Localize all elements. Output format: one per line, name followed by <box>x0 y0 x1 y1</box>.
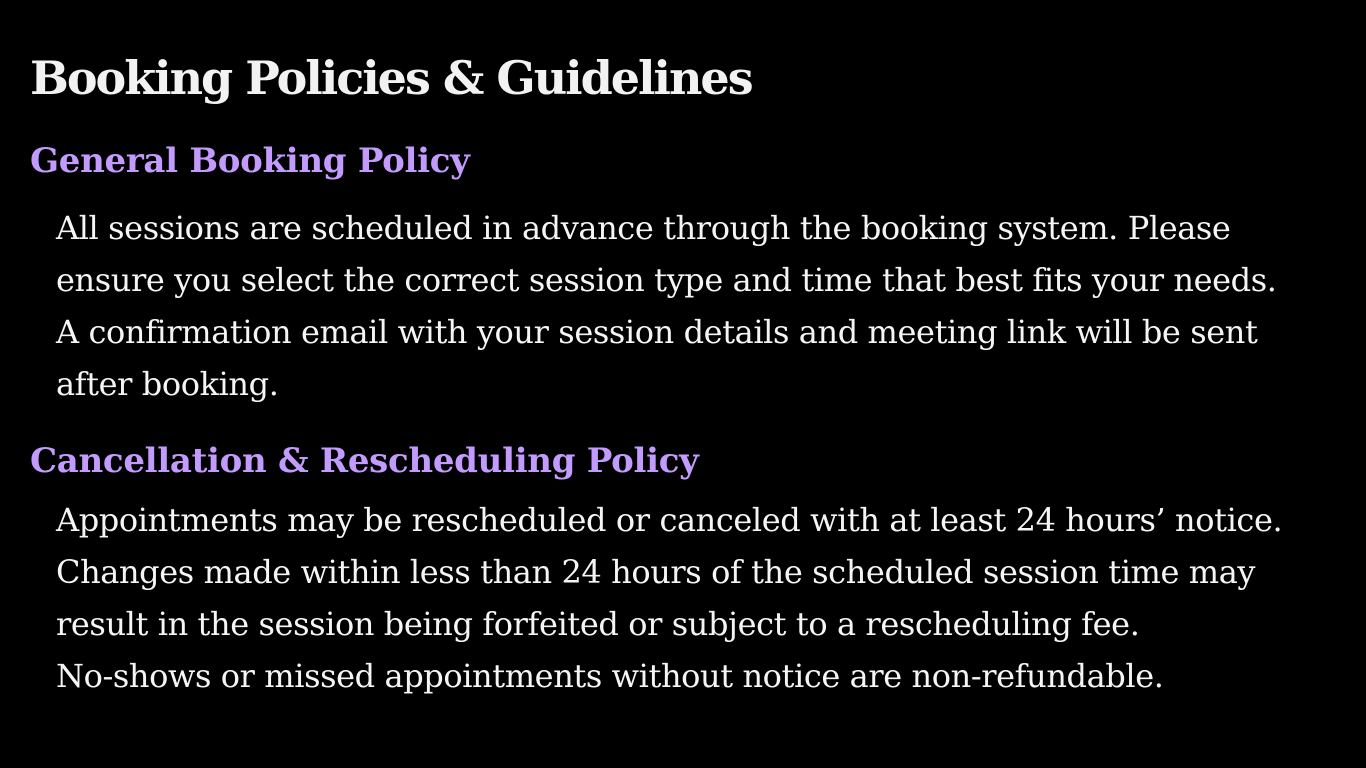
policy-text-line: No-shows or missed appointments without notice are non-refundable. <box>56 657 1164 695</box>
policy-text-line: result in the session being forfeited or subject to a rescheduling fee. <box>56 605 1140 643</box>
policy-text-line: Changes made within less than 24 hours of the scheduled session time may <box>56 553 1256 591</box>
cancellation-policy-text <box>56 494 1346 702</box>
policy-text-line: A confirmation email with your session details and meeting link will be sent <box>56 313 1258 351</box>
policy-text-line: All sessions are scheduled in advance through the booking system. Please <box>56 209 1231 247</box>
policy-text-line: ensure you select the correct session type and time that best fits your needs. <box>56 261 1277 299</box>
general-booking-policy-text <box>56 202 1346 410</box>
policy-text-line: after booking. <box>56 365 279 403</box>
policy-text-line: Appointments may be rescheduled or canceled with at least 24 hours’ notice. <box>56 501 1283 539</box>
cancellation-policy-heading: Cancellation & Rescheduling Policy <box>30 441 699 481</box>
general-booking-policy-heading: General Booking Policy <box>30 141 470 181</box>
page-title: Booking Policies & Guidelines <box>30 51 752 105</box>
